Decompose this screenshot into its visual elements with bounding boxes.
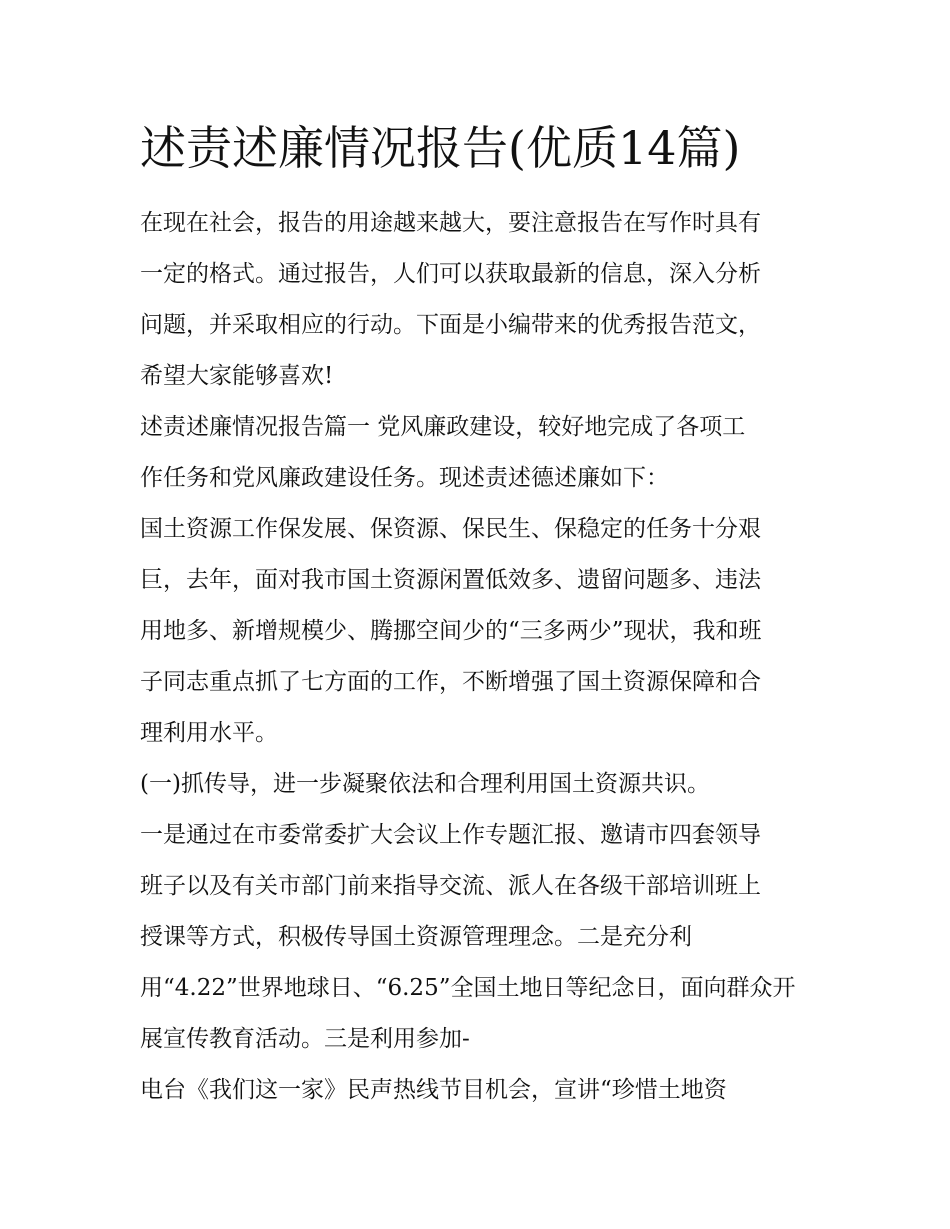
body-line: 用“4.22”世界地球日、“6.25”全国土地日等纪念日，面向群众开	[140, 975, 796, 1001]
body-line: 问题，并采取相应的行动。下面是小编带来的优秀报告范文，	[140, 312, 761, 338]
document-body	[140, 198, 812, 1116]
body-line: 作任务和党风廉政建设任务。现述责述德述廉如下：	[140, 465, 669, 491]
body-line: 在现在社会，报告的用途越来越大，要注意报告在写作时具有	[140, 210, 761, 236]
body-line: 理利用水平。	[140, 720, 278, 746]
body-line: 希望大家能够喜欢!	[140, 363, 334, 389]
body-line: 授课等方式，积极传导国土资源管理理念。二是充分利	[140, 924, 692, 950]
body-line: 展宣传教育活动。三是利用参加-	[140, 1026, 470, 1052]
body-line: 述责述廉情况报告篇一 党风廉政建设，较好地完成了各项工	[140, 414, 746, 440]
body-line: (一)抓传导，进一步凝聚依法和合理利用国土资源共识。	[140, 771, 710, 797]
body-line: 国土资源工作保发展、保资源、保民生、保稳定的任务十分艰	[140, 516, 761, 542]
document-title: 述责述廉情况报告(优质14篇)	[140, 121, 741, 175]
body-line: 班子以及有关市部门前来指导交流、派人在各级干部培训班上	[140, 873, 761, 899]
body-line: 子同志重点抓了七方面的工作，不断增强了国土资源保障和合	[140, 669, 761, 695]
body-line: 一定的格式。通过报告，人们可以获取最新的信息，深入分析	[140, 261, 761, 287]
body-line: 用地多、新增规模少、腾挪空间少的“三多两少”现状，我和班	[140, 618, 762, 644]
body-line: 一是通过在市委常委扩大会议上作专题汇报、邀请市四套领导	[140, 822, 761, 848]
body-line: 巨，去年，面对我市国土资源闲置低效多、遗留问题多、违法	[140, 567, 761, 593]
body-line: 电台《我们这一家》民声热线节目机会，宣讲“珍惜土地资	[140, 1077, 727, 1103]
